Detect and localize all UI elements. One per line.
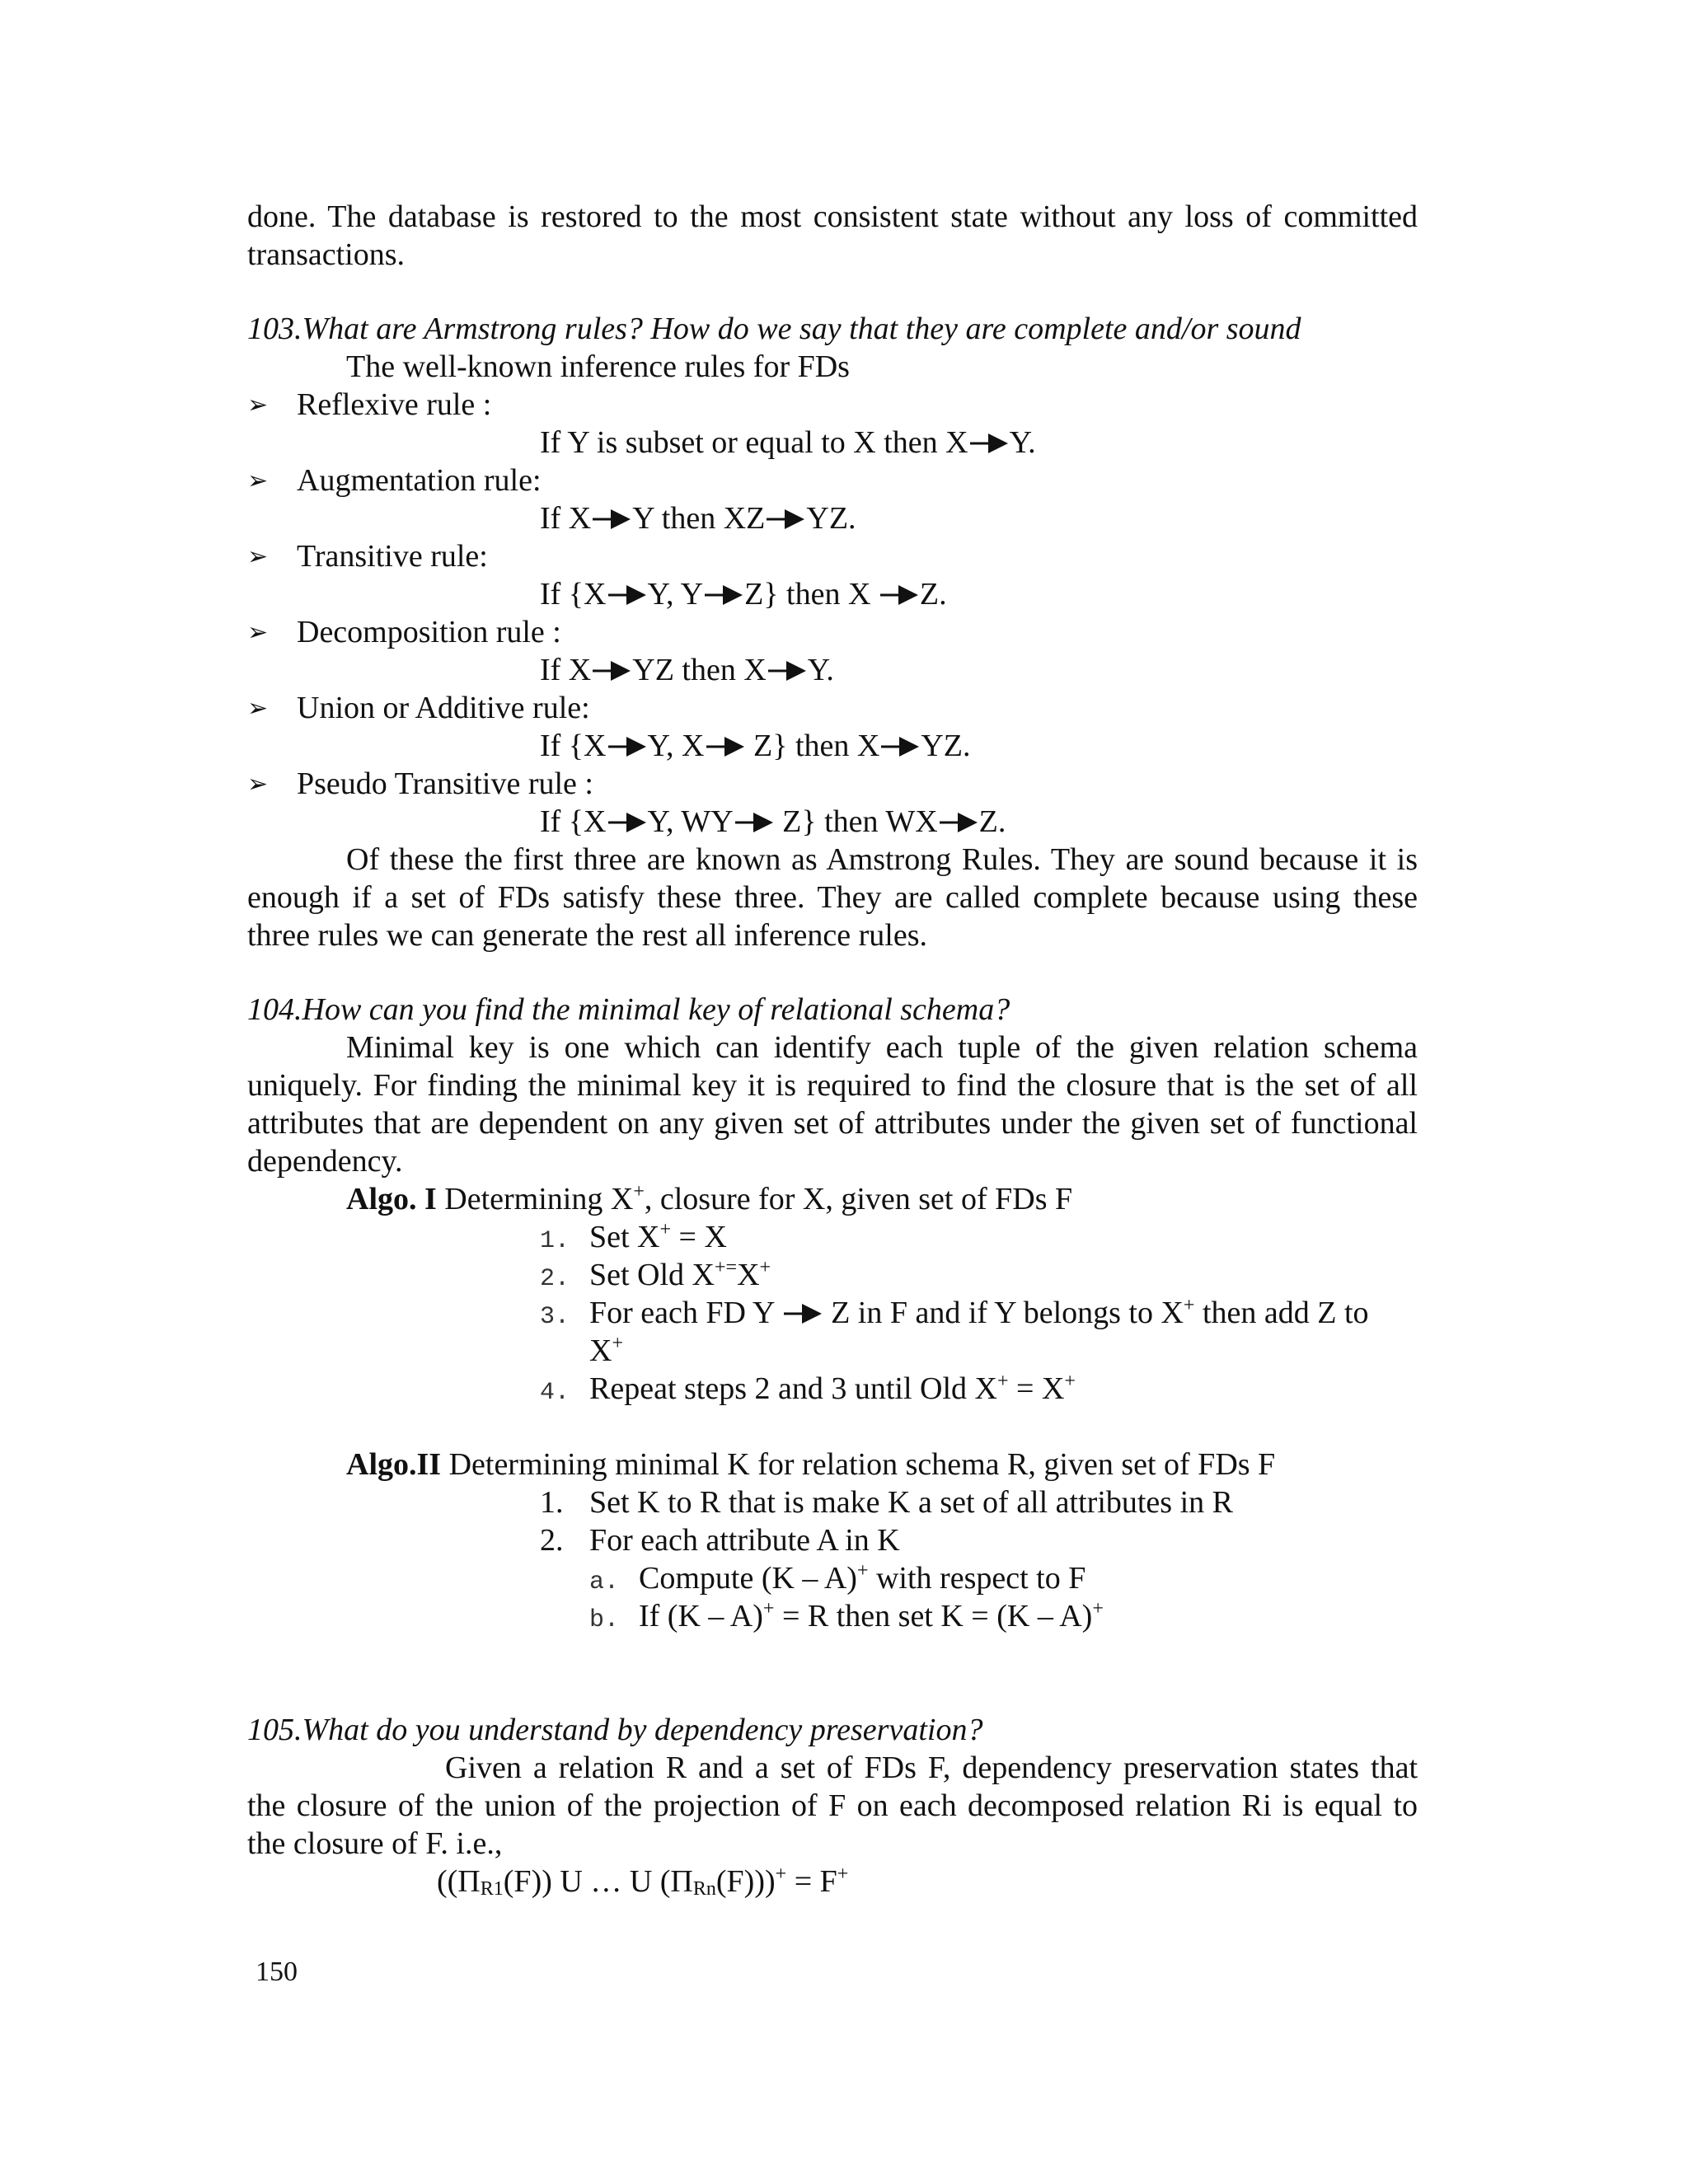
formula-text: YZ then X [632, 653, 767, 687]
formula-text: Y then XZ [632, 501, 766, 536]
question-104-title: 104.How can you find the minimal key of relational schema? [247, 992, 1010, 1027]
superscript: + [633, 1181, 645, 1202]
bullet-icon: ➢ [247, 694, 269, 723]
arrow-icon [879, 583, 920, 607]
question-103-title: 103.What are Armstrong rules? How do we say that they are complete and/or sound [247, 312, 1301, 346]
algo-2-substep-b [589, 1597, 1104, 1639]
arrow-icon [767, 658, 808, 683]
step-text: Compute (K – A) [639, 1561, 857, 1596]
algo-2-step-2 [540, 1521, 900, 1559]
intro-line-2: transactions. [247, 237, 406, 272]
step-text: Set Old X [589, 1258, 715, 1292]
arrow-icon [879, 734, 921, 759]
step-number: b. [589, 1606, 620, 1634]
rule-formula-decomposition [540, 651, 834, 689]
bullet-icon: ➢ [247, 770, 269, 799]
bullet-icon: ➢ [247, 466, 269, 495]
arrow-icon [607, 734, 648, 759]
q104-para-1: Minimal key is one which can identify each tuple of the given relation schema [346, 1030, 1418, 1065]
formula-text: (F)) U … U (Π [503, 1864, 693, 1899]
algo-2-heading [346, 1446, 1275, 1483]
arrow-icon [765, 507, 806, 532]
step-text: For each FD Y [589, 1296, 782, 1330]
formula-text: Y, Y [647, 577, 704, 612]
formula-text: Z} then X [745, 729, 880, 763]
step-text: Z in F and if Y belongs to X [823, 1296, 1184, 1330]
q104-para-2: uniquely. For finding the minimal key it is required to find the closure that is the set of all [247, 1068, 1418, 1103]
q103-conclusion-2: enough if a set of FDs satisfy these three. They are called complete because using these [247, 880, 1418, 915]
algo-2-substep-a [589, 1559, 1085, 1601]
arrow-icon [607, 583, 648, 607]
superscript: += [715, 1257, 738, 1278]
algo-1-step-3-continued [589, 1332, 623, 1370]
superscript: + [996, 1371, 1009, 1392]
question-105-title: 105.What do you understand by dependency preservation? [247, 1713, 983, 1747]
superscript: + [759, 1257, 771, 1278]
step-text: then add Z to [1194, 1296, 1369, 1330]
step-text: Set X [589, 1220, 660, 1254]
rule-name-transitive: Transitive rule: [297, 539, 488, 574]
formula-text: Z} then WX [774, 804, 938, 839]
superscript: + [659, 1219, 672, 1240]
rule-name-augmentation: Augmentation rule: [297, 463, 542, 498]
step-text: = X [1008, 1371, 1065, 1406]
superscript: + [762, 1598, 775, 1619]
algo-1-step-3 [540, 1294, 1369, 1336]
q105-para-1: Given a relation R and a set of FDs F, dependency preservation states that [445, 1750, 1418, 1785]
formula-text: ((Π [437, 1864, 481, 1899]
step-text: X [589, 1333, 612, 1368]
superscript: + [1092, 1598, 1104, 1619]
step-text: If (K – A) [639, 1599, 763, 1633]
step-number: 2. [540, 1523, 564, 1558]
algo-2-label: Algo.II [346, 1447, 442, 1482]
formula-text: Z. [978, 804, 1006, 839]
bullet-icon: ➢ [247, 542, 269, 571]
superscript: + [612, 1333, 623, 1354]
subscript: Rn [692, 1878, 716, 1900]
q104-para-4: dependency. [247, 1144, 403, 1179]
formula-text: Y. [807, 653, 834, 687]
formula-text: If {X [540, 729, 607, 763]
algo-1-text: Determining X [436, 1182, 634, 1216]
step-number: 1. [540, 1485, 564, 1520]
arrow-icon [734, 810, 775, 835]
arrow-icon [591, 658, 632, 683]
algo-1-text: , closure for X, given set of FDs F [644, 1182, 1073, 1216]
step-text: Set K to R that is make K a set of all attributes in R [589, 1485, 1233, 1520]
superscript: + [775, 1863, 787, 1885]
step-text: For each attribute A in K [589, 1523, 900, 1558]
step-number: 3. [540, 1303, 570, 1331]
step-text: with respect to F [868, 1561, 1086, 1596]
arrow-icon [938, 810, 979, 835]
formula-text: YZ. [921, 729, 971, 763]
bullet-icon: ➢ [247, 618, 269, 647]
intro-line-1: done. The database is restored to the most consistent state without any loss of committed [247, 199, 1418, 234]
subscript: R1 [480, 1878, 504, 1900]
bullet-icon: ➢ [247, 391, 269, 419]
rule-formula-reflexive [540, 424, 1036, 462]
formula-text: If X [540, 501, 592, 536]
formula-text: YZ. [806, 501, 856, 536]
arrow-icon [703, 583, 744, 607]
formula-text: Y, X [647, 729, 705, 763]
algo-1-step-4 [540, 1370, 1076, 1412]
rule-name-decomposition: Decomposition rule : [297, 615, 561, 649]
rule-name-union: Union or Additive rule: [297, 691, 590, 725]
arrow-icon [968, 431, 1010, 456]
q103-conclusion-3: three rules we can generate the rest all inference rules. [247, 918, 927, 953]
superscript: + [1064, 1371, 1076, 1392]
superscript: + [856, 1560, 869, 1582]
algo-1-label: Algo. I [346, 1182, 437, 1216]
algo-2-text: Determining minimal K for relation schema R, given set of FDs F [441, 1447, 1276, 1482]
step-text: X [737, 1258, 760, 1292]
rule-name-reflexive: Reflexive rule : [297, 387, 492, 422]
arrow-icon [591, 507, 632, 532]
q103-conclusion-1: Of these the first three are known as Amstrong Rules. They are sound because it is [346, 842, 1418, 877]
algo-1-step-2 [540, 1256, 771, 1298]
q105-para-2: the closure of the union of the projection of F on each decomposed relation Ri is equal to [247, 1788, 1418, 1823]
step-number: 1. [540, 1227, 570, 1255]
algo-2-step-1 [540, 1483, 1233, 1521]
rule-formula-augmentation [540, 499, 856, 537]
step-text: Repeat steps 2 and 3 until Old X [589, 1371, 997, 1406]
formula-text: If X [540, 653, 592, 687]
step-number: a. [589, 1568, 620, 1596]
superscript: + [1183, 1295, 1195, 1316]
formula-text: = F [786, 1864, 837, 1899]
formula-text: Z. [919, 577, 947, 612]
formula-text: (F))) [715, 1864, 776, 1899]
step-text: = R then set K = (K – A) [774, 1599, 1093, 1633]
formula-text: Y. [1009, 425, 1036, 460]
rule-formula-union [540, 727, 970, 765]
q104-para-3: attributes that are dependent on any given set of attributes under the given set of functional [247, 1106, 1418, 1141]
formula-text: Y, WY [647, 804, 734, 839]
rule-formula-transitive [540, 575, 947, 613]
formula-text: If {X [540, 804, 607, 839]
formula-text: If {X [540, 577, 607, 612]
q103-lead: The well-known inference rules for FDs [346, 349, 850, 384]
arrow-icon [782, 1301, 823, 1326]
step-number: 2. [540, 1265, 570, 1293]
formula-text: Z} then X [744, 577, 879, 612]
step-number: 4. [540, 1379, 570, 1407]
q105-para-3: the closure of F. i.e., [247, 1826, 503, 1861]
algo-1-heading [346, 1180, 1072, 1218]
step-text: = X [671, 1220, 727, 1254]
rule-formula-pseudo-transitive [540, 803, 1006, 841]
dependency-preservation-formula [437, 1863, 848, 1900]
page-number: 150 [256, 1957, 298, 1987]
arrow-icon [607, 810, 648, 835]
formula-text: If Y is subset or equal to X then X [540, 425, 968, 460]
superscript: + [837, 1863, 849, 1885]
rule-name-pseudo-transitive: Pseudo Transitive rule : [297, 766, 593, 801]
arrow-icon [705, 734, 746, 759]
algo-1-step-1 [540, 1218, 727, 1260]
